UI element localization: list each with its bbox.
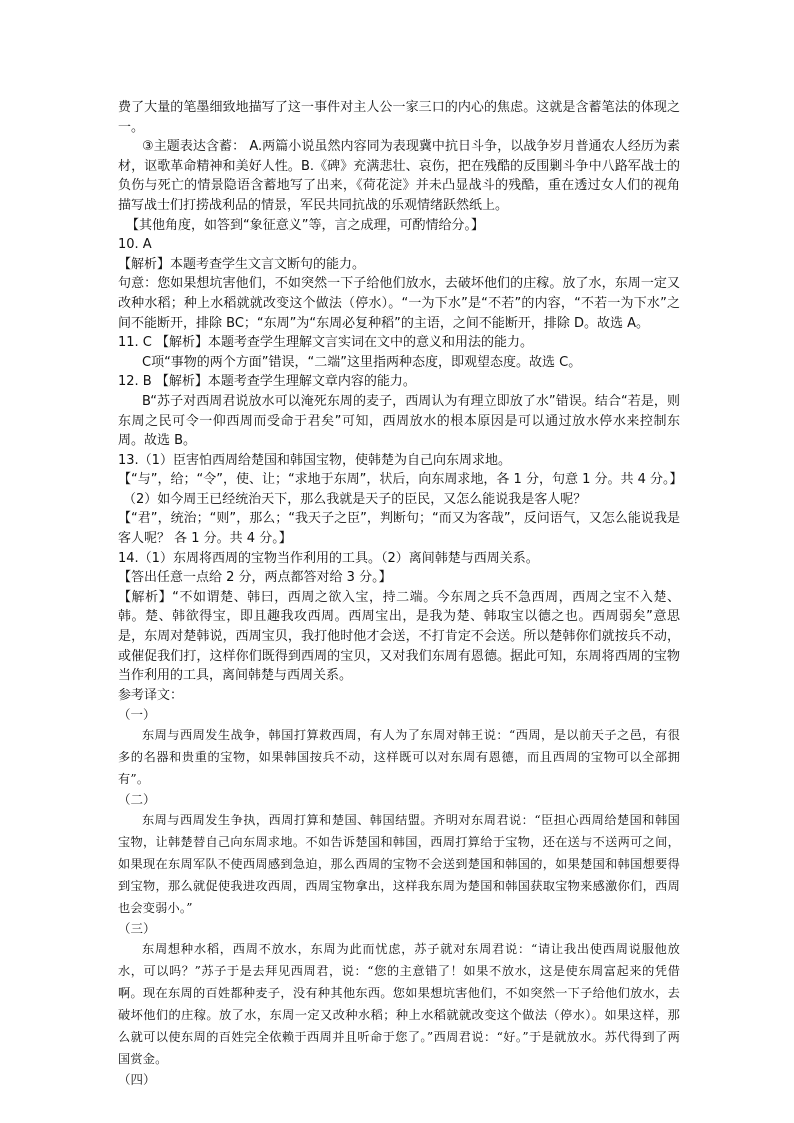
paragraph: 【“与”，给；“令”，使、让；“求地于东周”，状后，向东周求地，各 1 分，句意 1 分。共 4 分。】 <box>118 472 683 488</box>
paragraph: 11. C 【解析】本题考查学生理解文言实词在文中的意义和用法的能力。 <box>118 335 534 351</box>
paragraph: 14.（1）东周将西周的宝物当作利用的工具。（2）离间韩楚与西周关系。 <box>118 550 539 566</box>
paragraph: （2）如今周王已经统治天下，那么我就是天子的臣民，又怎么能说我是客人呢？ <box>123 491 587 507</box>
paragraph: ③主题表达含蓄： A.两篇小说虽然内容同为表现冀中抗日斗争，以战争岁月普通农人经历为素材，讴歌革命精神和美好人性。B.《碑》充满悲壮、哀伤，把在残酷的反围剿斗争中八路军战士的负伤与死亡的情景隐语含蓄地写了出来，《荷花淀》并未凸显战斗的残酷，重在透过女人们的视角描写战士们打捞战利品的情景，军民共同抗战的乐观情绪跃然纸上。 <box>118 139 680 213</box>
paragraph: 【答出任意一点给 2 分，两点都答对给 3 分。】 <box>118 570 392 586</box>
paragraph: 东周与西周发生争执，西周打算和楚国、韩国结盟。齐明对东周君说：“臣担心西周给楚国和韩国宝物，让韩楚替自己向东周求地。不如告诉楚国和韩国，西周打算给于宝物，还在送与不送两可之间，如果现在东周军队不使西周感到急迫，那么西周的宝物不会送到楚国和韩国的，如果楚国和韩国想要得到宝物，那么就促使我进攻西周，西周宝物拿出，这样我东周为楚国和韩国获取宝物来感激你们，西周也会变弱小。” <box>118 813 680 916</box>
paragraph: 12. B 【解析】本题考查学生理解文章内容的能力。 <box>118 374 416 390</box>
paragraph: 【解析】本题考查学生文言文断句的能力。 <box>118 256 366 272</box>
paragraph: 【其他角度，如答到“象征意义”等，言之成理，可酌情给分。】 <box>126 217 484 233</box>
paragraph: 费了大量的笔墨细致地描写了这一事件对主人公一家三口的内心的焦虑。这就是含蓄笔法的体现之一。 <box>118 100 680 135</box>
paragraph: 东周想种水稻，西周不放水，东周为此而忧虑，苏子就对东周君说：“请让我出使西周说服他放水，可以吗？”苏子于是去拜见西周君，说：“您的主意错了！如果不放水，这是使东周富起来的凭借啊。现在东周的百姓都种麦子，没有种其他东西。您如果想坑害他们，不如突然一下子给他们放水，去破坏他们的庄稼。放了水，东周一定又改种水稻；种上水稻就就改变这个做法（停水）。如果这样，那么就可以使东周的百姓完全依赖于西周并且听命于您了。”西周君说：“好。”于是就放水。苏代得到了两国赏金。 <box>118 942 680 1067</box>
paragraph: C项“事物的两个方面”错误，“二端”这里指两种态度，即观望态度。故选 C。 <box>142 354 582 370</box>
paragraph: （四） <box>118 1072 156 1088</box>
paragraph: 【“君”，统治；“则”，那么；“我天子之臣”，判断句；“而又为客哉”，反问语气，又怎么能说我是客人呢？ 各 1 分。共 4 分。】 <box>118 511 680 547</box>
paragraph: 东周与西周发生战争，韩国打算救西周，有人为了东周对韩王说：“西周，是以前天子之邑，有很多的名器和贵重的宝物，如果韩国按兵不动，这样既可以对东周有恩德，而且西周的宝物可以全部拥有”。 <box>118 728 680 787</box>
paragraph: 【解析】“不如谓楚、韩曰，西周之欲入宝，持二端。今东周之兵不急西周，西周之宝不入楚、韩。楚、韩欲得宝，即且趣我攻西周。西周宝出，是我为楚、韩取宝以德之也。西周弱矣”意思是，东周对楚韩说，西周宝贝，我打他时他才会送，不打肯定不会送。所以楚韩你们就按兵不动，或催促我们打，这样你们既得到西周的宝贝，又对我们东周有恩德。据此可知，东周将西周的宝物当作利用的工具，离间韩楚与西周关系。 <box>118 589 680 684</box>
paragraph: （三） <box>118 921 156 937</box>
paragraph: （二） <box>118 792 156 808</box>
paragraph: B“苏子对西周君说放水可以淹死东周的麦子，西周认为有理立即放了水”错误。结合“若是，则东周之民可令一仰西周而受命于君矣”可知，西周放水的根本原因是可以通过放水停水来控制东周。故选 B。 <box>118 393 680 449</box>
paragraph: 13.（1）臣害怕西周给楚国和韩国宝物，使韩楚为自己向东周求地。 <box>118 452 511 468</box>
paragraph: （一） <box>118 707 156 723</box>
paragraph: 10. A <box>118 237 152 253</box>
paragraph: 句意：您如果想坑害他们，不如突然一下子给他们放水，去破坏他们的庄稼。放了水，东周一定又改种水稻；种上水稻就就改变这个做法（停水）。“一为下水”是“不若”的内容，“不若一为下水”之间不能断开，排除 BC；“东周”为“东周必复种稻”的主语，之间不能断开，排除 D。故选 A。 <box>118 276 680 331</box>
paragraph: 参考译文： <box>118 687 184 703</box>
document-body <box>118 98 683 1089</box>
